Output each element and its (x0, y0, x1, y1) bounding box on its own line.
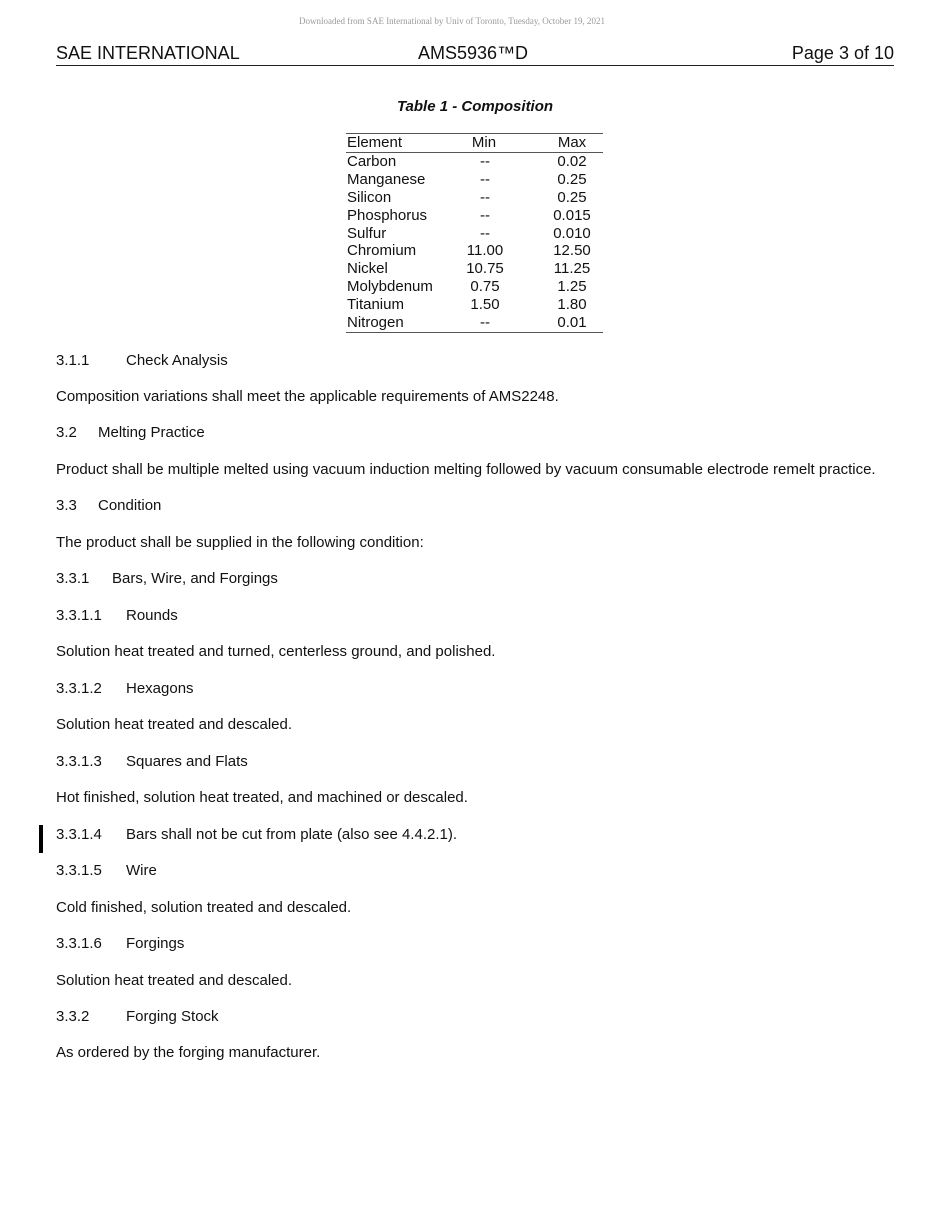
paragraph-3-3-1-3: Hot finished, solution heat treated, and machined or descaled. (56, 789, 468, 806)
header-page-number: Page 3 of 10 (791, 43, 894, 63)
section-title: Bars, Wire, and Forgings (112, 570, 278, 587)
cell-max: 0.02 (557, 153, 587, 170)
cell-max: 1.25 (557, 278, 587, 296)
cell-element: Molybdenum (347, 278, 433, 296)
revision-change-bar (39, 825, 43, 853)
cell-min: 11.00 (466, 242, 504, 260)
paragraph-3-1-1: Composition variations shall meet the applicable requirements of AMS2248. (56, 388, 559, 405)
section-number: 3.3.1.3 (56, 753, 102, 770)
section-heading-3-3-1-4 (56, 826, 457, 843)
cell-max: 0.01 (557, 314, 587, 332)
cell-min: 0.75 (470, 278, 500, 296)
section-title: Forging Stock (126, 1008, 219, 1025)
section-heading-3-3 (56, 497, 161, 514)
paragraph-3-3-2: As ordered by the forging manufacturer. (56, 1044, 321, 1061)
paragraph-3-3-1-1: Solution heat treated and turned, centerless ground, and polished. (56, 643, 496, 660)
paragraph-3-3: The product shall be supplied in the following condition: (56, 534, 424, 551)
cell-element: Carbon (347, 153, 397, 170)
table-row (346, 296, 603, 314)
section-title: Squares and Flats (126, 753, 248, 770)
cell-max: 0.25 (557, 170, 587, 188)
download-watermark: Downloaded from SAE International by Univ of Toronto, Tuesday, October 19, 2021 (298, 16, 606, 26)
cell-min: -- (480, 188, 490, 206)
page-header (56, 43, 894, 66)
cell-element: Nitrogen (347, 314, 404, 332)
cell-max: 1.80 (557, 296, 587, 314)
section-number: 3.1.1 (56, 352, 90, 369)
cell-min: 1.50 (470, 296, 500, 314)
section-number: 3.2 (56, 424, 77, 441)
table-row (346, 314, 603, 332)
section-heading-3-3-2 (56, 1008, 219, 1025)
section-heading-3-3-1-6 (56, 935, 184, 952)
table-row (346, 171, 603, 189)
paragraph-3-3-1-5: Cold finished, solution treated and descaled. (56, 899, 352, 916)
section-title: Hexagons (126, 680, 194, 697)
cell-max: 0.25 (557, 188, 587, 206)
section-number: 3.3.2 (56, 1008, 90, 1025)
cell-max: 0.010 (553, 224, 591, 242)
section-number: 3.3.1.5 (56, 862, 102, 879)
cell-element: Chromium (347, 242, 417, 260)
section-heading-3-3-1-1 (56, 607, 178, 624)
paragraph-3-3-1-6: Solution heat treated and descaled. (56, 972, 293, 989)
cell-min: -- (480, 170, 490, 188)
cell-element: Manganese (347, 170, 426, 188)
table-row (346, 278, 603, 296)
cell-element: Phosphorus (347, 206, 428, 224)
section-title: Bars shall not be cut from plate (also see 4.4.2.1). (126, 826, 458, 843)
cell-min: -- (480, 153, 490, 170)
section-heading-3-3-1-5 (56, 862, 157, 879)
header-document-number: AMS5936™D (418, 43, 529, 63)
table-title: Table 1 - Composition (396, 98, 554, 115)
cell-min: 10.75 (466, 260, 504, 278)
cell-max: 11.25 (553, 260, 591, 278)
section-heading-3-3-1-2 (56, 680, 194, 697)
cell-min: -- (480, 224, 490, 242)
cell-element: Nickel (347, 260, 388, 278)
table-row (346, 153, 603, 171)
cell-min: -- (480, 314, 490, 332)
section-number: 3.3.1.2 (56, 680, 102, 697)
header-organization: SAE INTERNATIONAL (56, 43, 240, 63)
cell-element: Silicon (347, 188, 392, 206)
table-row (346, 225, 603, 243)
section-heading-3-1-1 (56, 352, 228, 369)
cell-element: Titanium (347, 296, 404, 314)
column-header-min: Min (471, 134, 497, 151)
section-title: Rounds (126, 607, 178, 624)
cell-max: 0.015 (553, 206, 591, 224)
section-number: 3.3 (56, 497, 77, 514)
paragraph-3-3-1-2: Solution heat treated and descaled. (56, 716, 293, 733)
section-heading-3-2 (56, 424, 205, 441)
section-title: Forgings (126, 935, 185, 952)
table-row (346, 260, 603, 278)
section-title: Check Analysis (126, 352, 228, 369)
table-row (346, 242, 603, 260)
composition-table (346, 133, 603, 333)
section-title: Wire (126, 862, 157, 879)
section-number: 3.3.1 (56, 570, 90, 587)
cell-element: Sulfur (347, 224, 387, 242)
section-heading-3-3-1 (56, 570, 278, 587)
table-header-row (346, 134, 603, 153)
section-number: 3.3.1.4 (56, 826, 102, 843)
section-number: 3.3.1.1 (56, 607, 102, 624)
cell-min: -- (480, 206, 490, 224)
section-heading-3-3-1-3 (56, 753, 248, 770)
column-header-element: Element (347, 134, 403, 151)
table-row (346, 189, 603, 207)
table-row (346, 207, 603, 225)
section-number: 3.3.1.6 (56, 935, 102, 952)
paragraph-3-2: Product shall be multiple melted using vacuum induction melting followed by vacuum consumable electrode remelt practice. (56, 461, 876, 478)
section-title: Condition (98, 497, 162, 514)
cell-max: 12.50 (553, 242, 591, 260)
column-header-max: Max (557, 134, 587, 151)
section-title: Melting Practice (98, 424, 205, 441)
